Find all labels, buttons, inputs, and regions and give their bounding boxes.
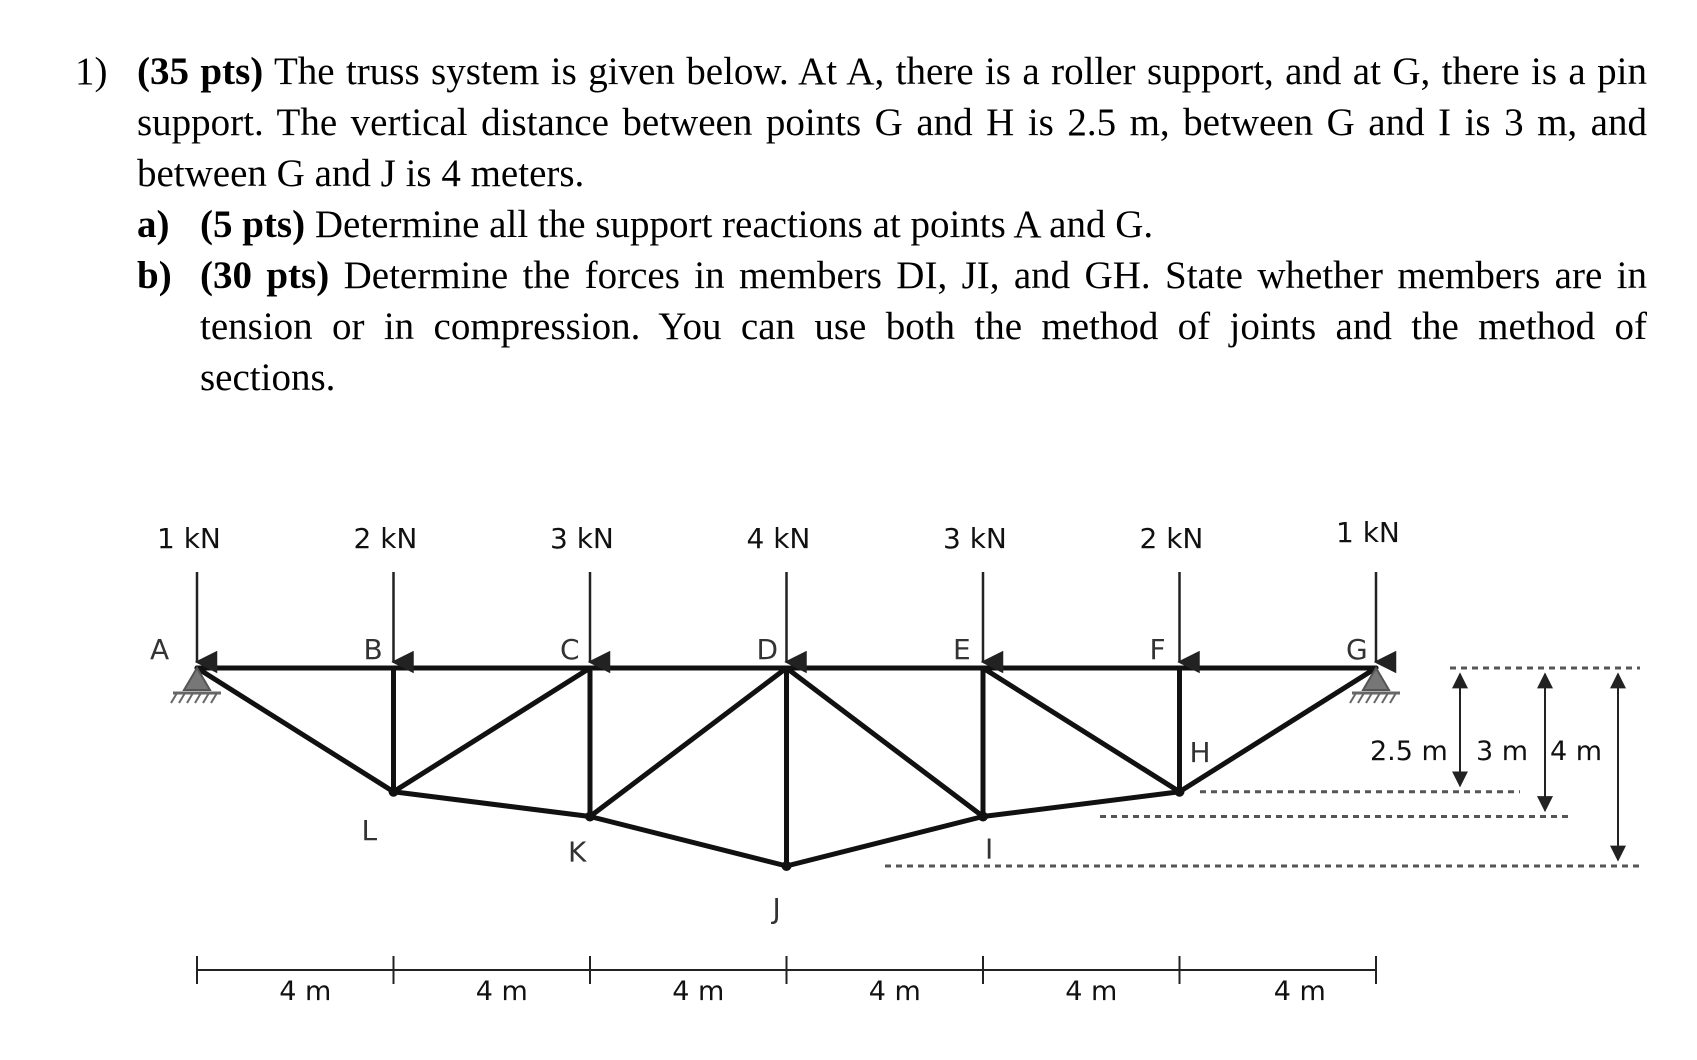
load-label-D: 4 kN	[746, 522, 811, 555]
joint-I	[978, 812, 988, 822]
member-bottom-4	[983, 792, 1180, 817]
support-A	[171, 668, 221, 703]
part-a-points: (5 pts)	[200, 203, 306, 246]
member-bottom-5	[1180, 668, 1377, 792]
load-label-A: 1 kN	[157, 522, 221, 555]
member-LC	[394, 668, 591, 792]
load-label-C: 3 kN	[550, 522, 614, 555]
joint-label-D: D	[756, 633, 779, 666]
joint-H	[1175, 787, 1185, 797]
vertical-dim-label-1: 3 m	[1476, 736, 1529, 767]
problem-statement-text: The truss system is given below. At A, there is a roller support, and at G, there is a pin support. The vertical distance between points G and H is 2.5 m, between G and I is 3 m, and between G and J is 4 meters.	[137, 50, 1647, 195]
panel-width-label-2: 4 m	[672, 976, 725, 1007]
member-KD	[590, 668, 787, 817]
panel-width-label-3: 4 m	[868, 976, 921, 1007]
member-DI	[787, 668, 984, 817]
support-G	[1350, 668, 1400, 703]
problem-number: 1)	[75, 50, 108, 93]
joint-label-A: A	[150, 633, 170, 666]
joint-label-C: C	[560, 633, 580, 666]
joint-J	[782, 861, 792, 871]
load-label-F: 2 kN	[1139, 522, 1204, 555]
joint-label-J: J	[772, 892, 781, 925]
problem-points: (35 pts)	[137, 50, 264, 93]
dimensions	[197, 674, 1618, 1007]
member-bottom-2	[590, 817, 787, 867]
joint-labels	[150, 633, 1368, 925]
joint-label-E: E	[953, 633, 971, 666]
load-arrows	[157, 516, 1400, 662]
part-b-text: Determine the forces in members DI, JI, and GH. State whether members are in tension or in compression. You can use both the method of joints and the method of sections.	[200, 254, 1648, 399]
part-a-text: Determine all the support reactions at points A and G.	[314, 203, 1154, 246]
joint-label-K: K	[568, 835, 587, 869]
joint-label-F: F	[1149, 633, 1166, 666]
part-b-label: b)	[137, 254, 172, 297]
member-EH	[983, 668, 1180, 792]
panel-width-label-5: 4 m	[1273, 976, 1326, 1007]
load-label-G: 1 kN	[1336, 516, 1400, 549]
joint-K	[585, 812, 595, 822]
part-b-points: (30 pts)	[200, 254, 330, 297]
load-label-B: 2 kN	[353, 522, 418, 555]
joint-label-H: H	[1189, 735, 1211, 769]
load-label-E: 3 kN	[943, 522, 1007, 555]
joint-label-G: G	[1346, 633, 1368, 666]
panel-width-label-1: 4 m	[475, 976, 528, 1007]
joint-label-B: B	[363, 633, 383, 666]
reference-dashed-lines	[885, 668, 1640, 866]
panel-width-label-0: 4 m	[279, 976, 332, 1007]
member-bottom-0	[197, 668, 394, 792]
member-bottom-3	[787, 817, 984, 867]
vertical-dim-label-2: 4 m	[1550, 736, 1603, 767]
joint-label-L: L	[361, 813, 378, 847]
joint-L	[389, 787, 399, 797]
panel-width-label-4: 4 m	[1065, 976, 1118, 1007]
member-bottom-1	[394, 792, 591, 817]
vertical-dim-label-0: 2.5 m	[1370, 736, 1448, 767]
joint-label-I: I	[985, 832, 994, 866]
part-a-label: a)	[137, 203, 170, 246]
